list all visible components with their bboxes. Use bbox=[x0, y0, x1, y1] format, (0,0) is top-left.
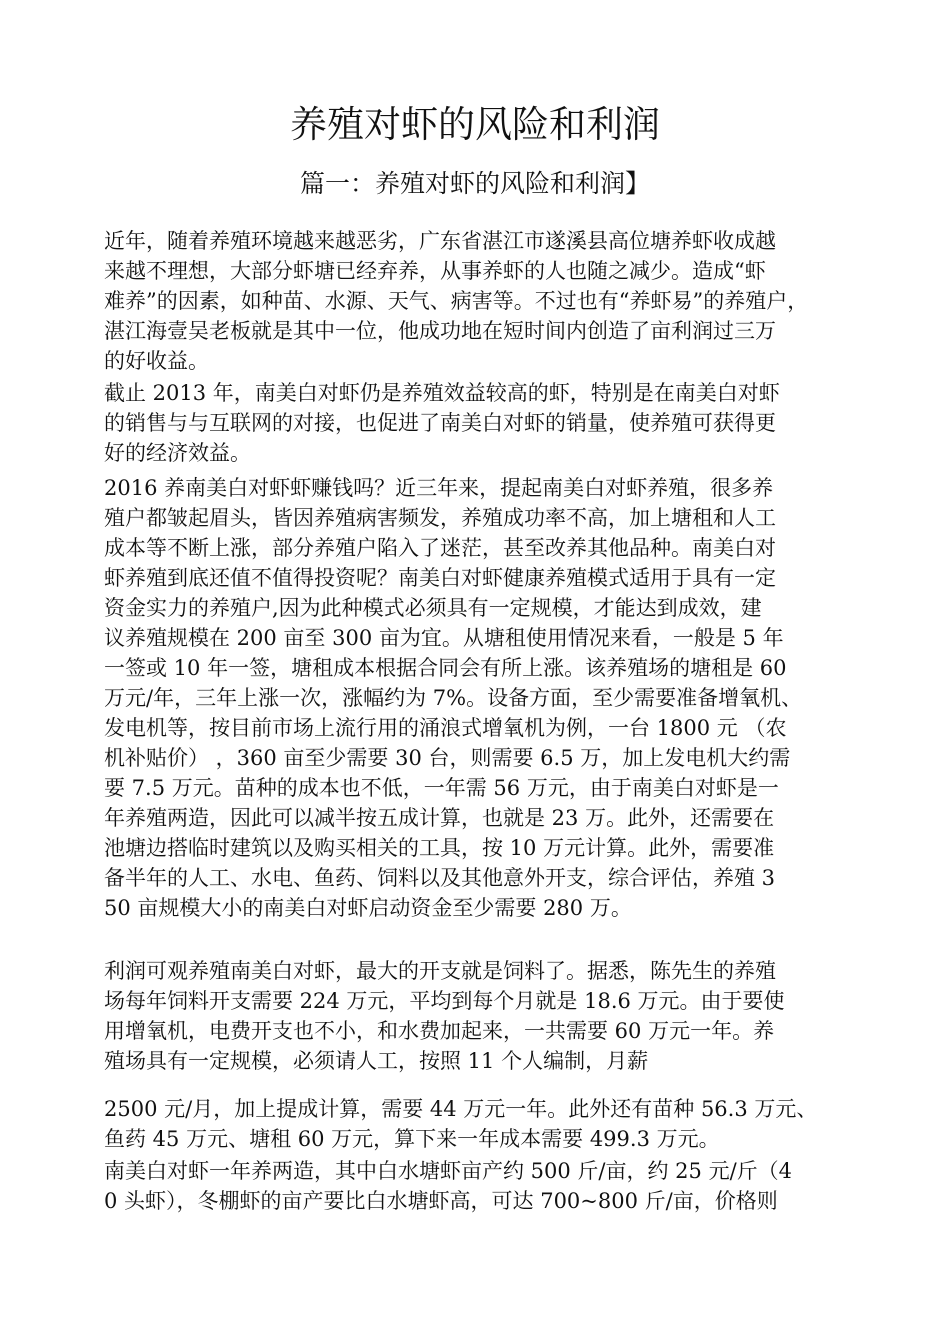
paragraph-line: 鱼药 45 万元、塘租 60 万元，算下来一年成本需要 499.3 万元。 bbox=[104, 1127, 720, 1151]
paragraph-line: 发电机等，按目前市场上流行用的涌浪式增氧机为例，一台 1800 元 （农 bbox=[104, 716, 787, 740]
paragraph-line: 好的经济效益。 bbox=[104, 441, 251, 465]
paragraph-line: 2500 元/月，加上提成计算，需要 44 万元一年。此外还有苗种 56.3 万元、 bbox=[104, 1097, 818, 1121]
paragraph-line: 难养”的因素，如种苗、水源、天气、病害等。不过也有“养虾易”的养殖户， bbox=[104, 289, 809, 313]
paragraph-line: 的销售与与互联网的对接，也促进了南美白对虾的销量，使养殖可获得更 bbox=[104, 411, 776, 435]
paragraph-2013 bbox=[104, 378, 864, 468]
paragraph-intro bbox=[104, 226, 864, 376]
paragraph-line: 2016 养南美白对虾虾赚钱吗？近三年来，提起南美白对虾养殖，很多养 bbox=[104, 476, 774, 500]
paragraph-line: 年养殖两造，因此可以减半按五成计算，也就是 23 万。此外，还需要在 bbox=[104, 806, 775, 830]
paragraph-line: 要 7.5 万元。苗种的成本也不低，一年需 56 万元，由于南美白对虾是一 bbox=[104, 776, 779, 800]
paragraph-line: 截止 2013 年，南美白对虾仍是养殖效益较高的虾，特别是在南美白对虾 bbox=[104, 381, 780, 405]
paragraph-line: 用增氧机，电费开支也不小，和水费加起来，一共需要 60 万元一年。养 bbox=[104, 1019, 775, 1043]
document-title: 养殖对虾的风险和利润 bbox=[290, 103, 660, 146]
paragraph-line: 资金实力的养殖户,因为此种模式必须具有一定规模，才能达到成效，建 bbox=[104, 596, 762, 620]
paragraph-line: 备半年的人工、水电、鱼药、饲料以及其他意外开支，综合评估，养殖 3 bbox=[104, 866, 776, 890]
paragraph-line: 的好收益。 bbox=[104, 349, 209, 373]
paragraph-line: 50 亩规模大小的南美白对虾启动资金至少需要 280 万。 bbox=[104, 896, 632, 920]
paragraph-line: 一签或 10 年一签，塘租成本根据合同会有所上涨。该养殖场的塘租是 60 bbox=[104, 656, 787, 680]
paragraph-line: 万元/年，三年上涨一次，涨幅约为 7%。设备方面，至少需要准备增氧机、 bbox=[104, 686, 803, 710]
paragraph-line: 机补贴价） ，360 亩至少需要 30 台，则需要 6.5 万，加上发电机大约需 bbox=[104, 746, 791, 770]
paragraph-line: 场每年饲料开支需要 224 万元，平均到每个月就是 18.6 万元。由于要使 bbox=[104, 989, 785, 1013]
paragraph-line: 殖户都皱起眉头，皆因养殖病害频发，养殖成功率不高，加上塘租和人工 bbox=[104, 506, 776, 530]
paragraph-line: 利润可观养殖南美白对虾，最大的开支就是饲料了。据悉，陈先生的养殖 bbox=[104, 959, 776, 983]
paragraph-line: 湛江海壹吴老板就是其中一位，他成功地在短时间内创造了亩利润过三万 bbox=[104, 319, 776, 343]
paragraph-yield bbox=[104, 1156, 864, 1216]
paragraph-line: 虾养殖到底还值不值得投资呢？南美白对虾健康养殖模式适用于具有一定 bbox=[104, 566, 776, 590]
paragraph-salary bbox=[104, 1094, 864, 1154]
paragraph-2016-costs bbox=[104, 473, 864, 923]
paragraph-line: 池塘边搭临时建筑以及购买相关的工具，按 10 万元计算。此外，需要准 bbox=[104, 836, 775, 860]
paragraph-line: 议养殖规模在 200 亩至 300 亩为宜。从塘租使用情况来看，一般是 5 年 bbox=[104, 626, 784, 650]
paragraph-line: 0 头虾），冬棚虾的亩产要比白水塘虾高，可达 700~800 斤/亩，价格则 bbox=[104, 1189, 778, 1213]
paragraph-line: 近年，随着养殖环境越来越恶劣，广东省湛江市遂溪县高位塘养虾收成越 bbox=[104, 229, 776, 253]
paragraph-line: 南美白对虾一年养两造，其中白水塘虾亩产约 500 斤/亩，约 25 元/斤（4 bbox=[104, 1159, 793, 1183]
paragraph-line: 来越不理想，大部分虾塘已经弃养，从事养虾的人也随之减少。造成“虾 bbox=[104, 259, 766, 283]
paragraph-profit bbox=[104, 956, 864, 1076]
document-subtitle: 篇一：养殖对虾的风险和利润】 bbox=[299, 169, 650, 198]
paragraph-line: 殖场具有一定规模，必须请人工，按照 11 个人编制，月薪 bbox=[104, 1049, 649, 1073]
paragraph-line: 成本等不断上涨，部分养殖户陷入了迷茫，甚至改养其他品种。南美白对 bbox=[104, 536, 776, 560]
